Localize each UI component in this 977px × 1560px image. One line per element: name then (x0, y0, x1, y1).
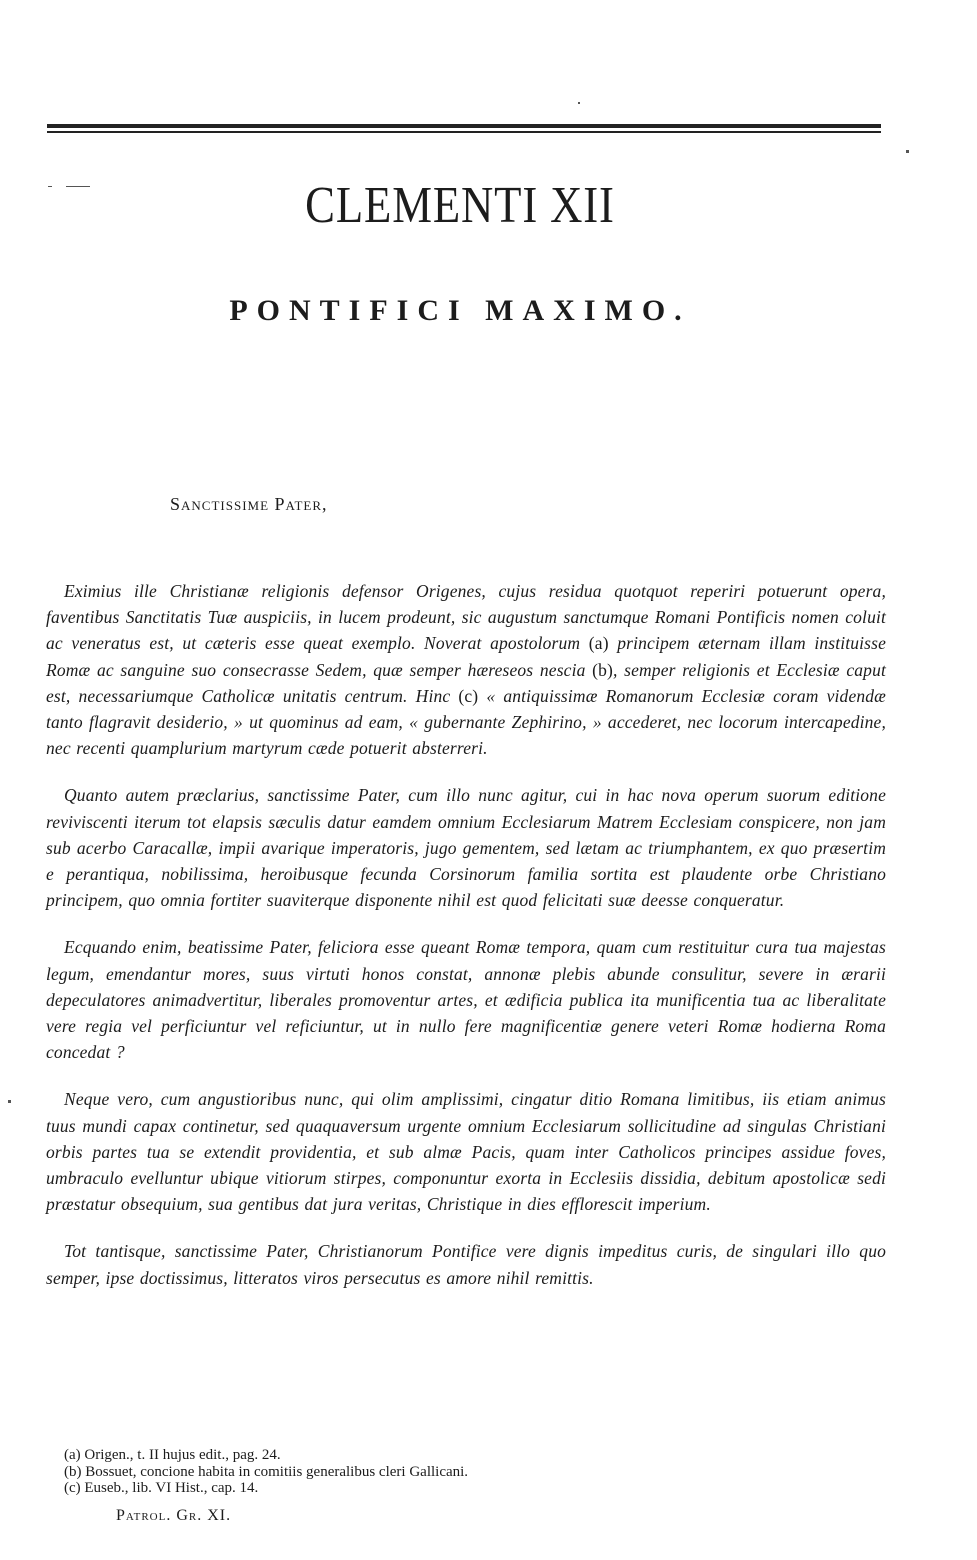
salutation: Sanctissime Pater, (170, 494, 328, 514)
footnote: (c) Euseb., lib. VI Hist., cap. 14. (64, 1480, 259, 1496)
paragraph-text: Quanto autem præclarius, sanctissime Pater, cum illo nunc agitur, cui in hac nova operum suorum editione reviviscenti iterum tot elapsis sæculis datur eamdem omnium Ecclesiarum Matrem Ecclesiam conspicere, non jam sub acerbo Caracallæ, impii avarique imperatoris, jugo gementem, sed lætam ac triumphantem, ex quo præsertim e perantiqua, nobilissima, heroibusque fecunda Corsinorum familia sortita est plaudente orbe Christiano principem, quo omnia fortiter suaviterque disponente nihil est quod felicitati suæ deesse conqueratur. (46, 785, 886, 911)
page-title: CLEMENTI XII (305, 177, 615, 234)
footnote-ref: (a) (588, 633, 609, 654)
paragraph-text: Ecquando enim, beatissime Pater, feliciora esse queant Romæ tempora, quam cum restituitur cura tua majestas legum, emendantur mores, suus virtuti honos constat, annonæ plebis abunde consulitur, severe in ærarii depeculatores animadvertitur, liberales promoventur artes, et ædificia publica ita munificentia tua ac liberalitate vere regia vel perficiuntur vel reficiuntur, ut in nullo fere magnificentiæ genere veteri Romæ hodierna Roma concedat ? (46, 937, 886, 1063)
paragraph (46, 782, 886, 913)
footnote: (a) Origen., t. II hujus edit., pag. 24. (64, 1447, 281, 1463)
paragraph (46, 1086, 886, 1217)
header-rule (47, 124, 881, 133)
paragraph-text: principem æternam illam instituisse Romæ ac sanguine suo consecrasse Sedem, quæ semper hæreseos nescia (46, 633, 886, 680)
footnote-ref: (b) (592, 659, 613, 680)
ink-speck (48, 186, 52, 187)
paragraph-text: Eximius ille Christianæ religionis defensor Origenes, cujus residua quotquot reperiri potuerunt opera, faventibus Sanctitatis Tuæ auspiciis, in lucem prodeunt, sic augustum sanctumque Romani Pontificis nomen coluit ac veneratus est, ut cæteris esse queat exemplo. Noverat apostolorum (46, 581, 886, 654)
footer-signature: Patrol. Gr. XI. (116, 1507, 232, 1524)
footnotes (64, 1447, 468, 1497)
footnote: (b) Bossuet, concione habita in comitiis generalibus cleri Gallicani. (64, 1463, 469, 1480)
paragraph-text: « antiquissimæ Romanorum Ecclesiæ coram videndæ tanto flagravit desiderio, » ut quominus ad eam, « gubernante Zephirino, » accederet, nec locorum intercapedine, nec recenti quamplurium martyrum cæde potuerit absterreri. (46, 685, 886, 759)
dedication-body (46, 578, 886, 1312)
page-subtitle: PONTIFICI MAXIMO. (229, 294, 691, 327)
paragraph-text: , semper religionis et Ecclesiæ caput est, necessariumque Catholicæ unitatis centrum. Hinc (46, 659, 886, 706)
ink-speck (578, 102, 580, 104)
paragraph-text: Tot tantisque, sanctissime Pater, Christianorum Pontifice vere dignis impeditus curis, de singulari illo quo semper, ipse doctissimus, litteratos viros persecutus es amore nihil remittis. (46, 1241, 886, 1288)
footnote-ref: (c) (458, 685, 479, 706)
paragraph (46, 578, 886, 761)
paragraph (46, 934, 886, 1065)
ink-speck (906, 150, 909, 153)
paragraph-text: Neque vero, cum angustioribus nunc, qui olim amplissimi, cingatur ditio Romana limitibus, iis etiam animus tuus mundi capax continetur, sed quaquaversum urgente omnium Ecclesiarum sollicitudine ad singulas Christiani orbis partes tua se extendit providentia, et sub almæ Pacis, quam inter Catholicos principes assidue foves, umbraculo evelluntur ubique vitiorum stirpes, componuntur exorta in Ecclesiis dissidia, debitum apostolicæ sedi præstatur obsequium, sua gentibus dat jura veritas, Christique in dies efflorescit imperium. (46, 1089, 886, 1215)
ink-speck (8, 1100, 11, 1103)
paragraph (46, 1238, 886, 1290)
